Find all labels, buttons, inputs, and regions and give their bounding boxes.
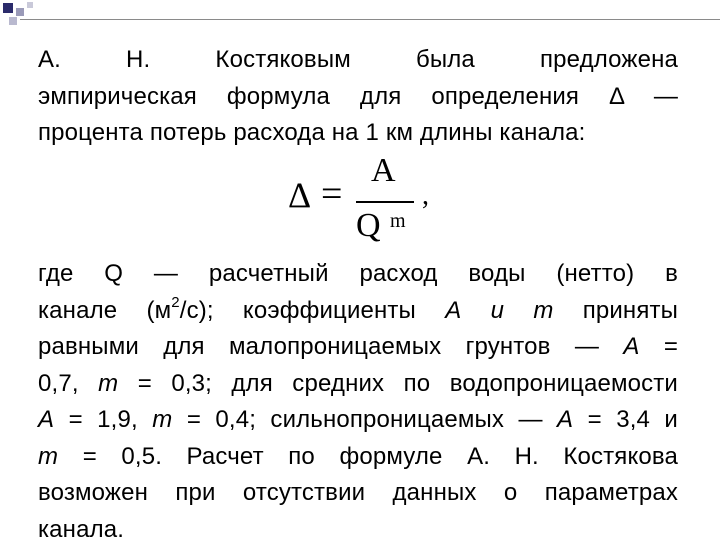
text-run: = 0,5. Расчет по формуле А. Н. Костякова (83, 443, 678, 470)
text-run: = 0,4; сильнопроницаемых — (187, 406, 543, 433)
body-line (38, 293, 678, 330)
explanation-paragraph (38, 256, 678, 548)
body-line: возможен при отсутствии данных о параметрах (38, 475, 678, 512)
text-run: /с); коэффициенты (180, 297, 416, 324)
kostyakov-formula (278, 158, 478, 250)
text-run: = 1,9, (69, 406, 138, 433)
formula-denominator: Q (356, 207, 381, 245)
text-run: равными для малопроницаемых грунтов — (38, 333, 599, 360)
formula-exponent: m (390, 210, 406, 233)
intro-line: А. Н. Костяковым была предложена (38, 42, 678, 79)
intro-line: процента потерь расхода на 1 км длины канала: (38, 115, 678, 152)
superscript: 2 (171, 294, 180, 311)
body-line (38, 329, 678, 366)
text-run: 0,7, (38, 370, 79, 397)
decor-square (9, 17, 17, 25)
text-run: = 0,3; для средних по водопроницаемости (138, 370, 678, 397)
var-A: A (623, 333, 639, 360)
body-line (38, 366, 678, 403)
var-A: A (38, 406, 54, 433)
formula-comma: , (422, 180, 429, 212)
decor-square (27, 2, 33, 8)
var-m: m (38, 443, 58, 470)
slide-corner-decoration (0, 0, 720, 40)
text-run: = 3,4 и (588, 406, 678, 433)
var-m: m (152, 406, 172, 433)
body-line: канала. (38, 512, 678, 548)
formula-equals: = (321, 172, 342, 216)
var-A: A (445, 297, 461, 324)
decor-square (3, 3, 13, 13)
var-m: m (533, 297, 553, 324)
text-run: приняты (583, 297, 678, 324)
intro-line: эмпирическая формула для определения Δ — (38, 79, 678, 116)
body-line: где Q — расчетный расход воды (нетто) в (38, 256, 678, 293)
body-line (38, 439, 678, 476)
body-line (38, 402, 678, 439)
header-rule (20, 19, 720, 20)
fraction-bar (356, 201, 414, 203)
text-run: канале (м (38, 297, 171, 324)
var-m: m (98, 370, 118, 397)
var-A: A (557, 406, 573, 433)
text-run: = (664, 333, 678, 360)
formula-numerator: A (371, 152, 396, 190)
intro-paragraph (38, 42, 678, 152)
decor-square (16, 8, 24, 16)
and-word: и (491, 297, 505, 324)
formula-delta: Δ (288, 174, 311, 216)
